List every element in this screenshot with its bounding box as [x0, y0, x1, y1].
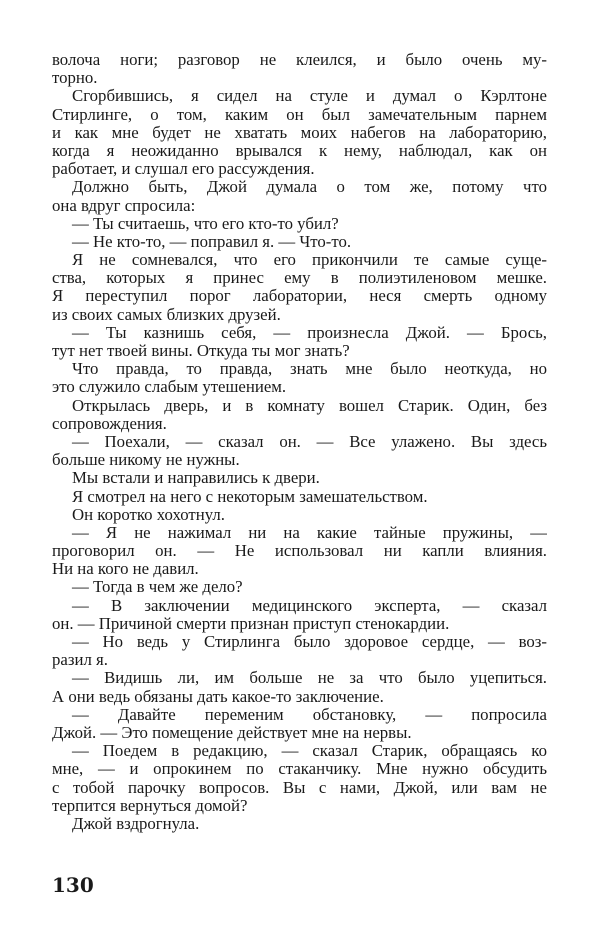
text-line: Он коротко хохотнул. [72, 505, 225, 524]
text-line: — Не кто-то, — поправил я. — Что-то. [72, 232, 352, 251]
text-line: она вдруг спросила: [52, 196, 196, 215]
text-line: — В заключении медицинского эксперта, — сказал [72, 596, 547, 615]
text-line: Сгорбившись, я сидел на стуле и думал о Кэрлтоне [72, 87, 547, 106]
text-line: Мы встали и направились к двери. [72, 469, 320, 488]
body-text [52, 51, 547, 833]
text-line: и как мне будет не хватать моих набегов на лабораторию, [52, 123, 547, 142]
text-line: — Тогда в чем же дело? [72, 578, 243, 597]
text-line: — Поедем в редакцию, — сказал Старик, обращаясь ко [72, 742, 547, 761]
text-line: Я переступил порог лаборатории, неся смерть одному [52, 287, 547, 306]
text-line: А они ведь обязаны дать какое-то заключение. [52, 687, 384, 706]
text-line: больше никому не нужны. [52, 451, 240, 470]
text-line: — Но ведь у Стирлинга было здоровое сердце, — воз- [72, 633, 547, 651]
text-line: терпится вернуться домой? [52, 796, 248, 815]
text-line: — Видишь ли, им больше не за что было уцепиться. [72, 669, 547, 688]
text-line: ства, которых я принес ему в полиэтиленовом мешке. [52, 269, 547, 288]
text-line: Ни на кого не давил. [52, 560, 199, 579]
text-line: Открылась дверь, и в комнату вошел Старик. Один, без [72, 396, 547, 415]
text-line: Джой. — Это помещение действует мне на нервы. [52, 723, 412, 742]
text-line: — Поехали, — сказал он. — Все улажено. Вы здесь [72, 432, 547, 451]
text-line: торно. [52, 69, 98, 88]
page-number: 130 [52, 873, 94, 897]
text-line: Я не сомневался, что его прикончили те самые суще- [72, 251, 547, 270]
text-line: волоча ноги; разговор не клеился, и было очень му- [52, 51, 547, 69]
text-line: он. — Причиной смерти признан приступ стенокардии. [52, 614, 450, 633]
text-line: Джой вздрогнула. [72, 814, 200, 833]
text-line: — Я не нажимал ни на какие тайные пружины, — [72, 523, 547, 542]
text-line: — Ты казнишь себя, — произнесла Джой. — Брось, [72, 323, 547, 342]
text-line: проговорил он. — Не использовал ни капли влияния. [52, 542, 547, 561]
text-line: это служило слабым утешением. [52, 378, 287, 397]
text-line: Должно быть, Джой думала о том же, потому что [72, 178, 547, 197]
text-line: — Ты считаешь, что его кто-то убил? [72, 214, 339, 233]
text-line: Я смотрел на него с некоторым замешательством. [72, 487, 428, 506]
text-line: сопровождения. [52, 414, 167, 433]
text-line: с тобой парочку вопросов. Вы с нами, Джой, или вам не [52, 778, 547, 797]
text-line: Что правда, то правда, знать мне было неоткуда, но [72, 360, 547, 379]
text-line: работает, и слушал его рассуждения. [52, 160, 315, 179]
text-line: Стирлинге, о том, каким он был замечательным парнем [52, 105, 547, 124]
text-line: разил я. [52, 651, 108, 670]
text-line: мне, — и опрокинем по стаканчику. Мне нужно обсудить [52, 760, 547, 779]
text-line: тут нет твоей вины. Откуда ты мог знать? [52, 342, 350, 360]
text-line: из своих самых близких друзей. [52, 305, 281, 324]
text-line: когда я неожиданно врывался к нему, наблюдал, как он [52, 141, 547, 160]
text-line: — Давайте переменим обстановку, — попросила [72, 705, 547, 724]
